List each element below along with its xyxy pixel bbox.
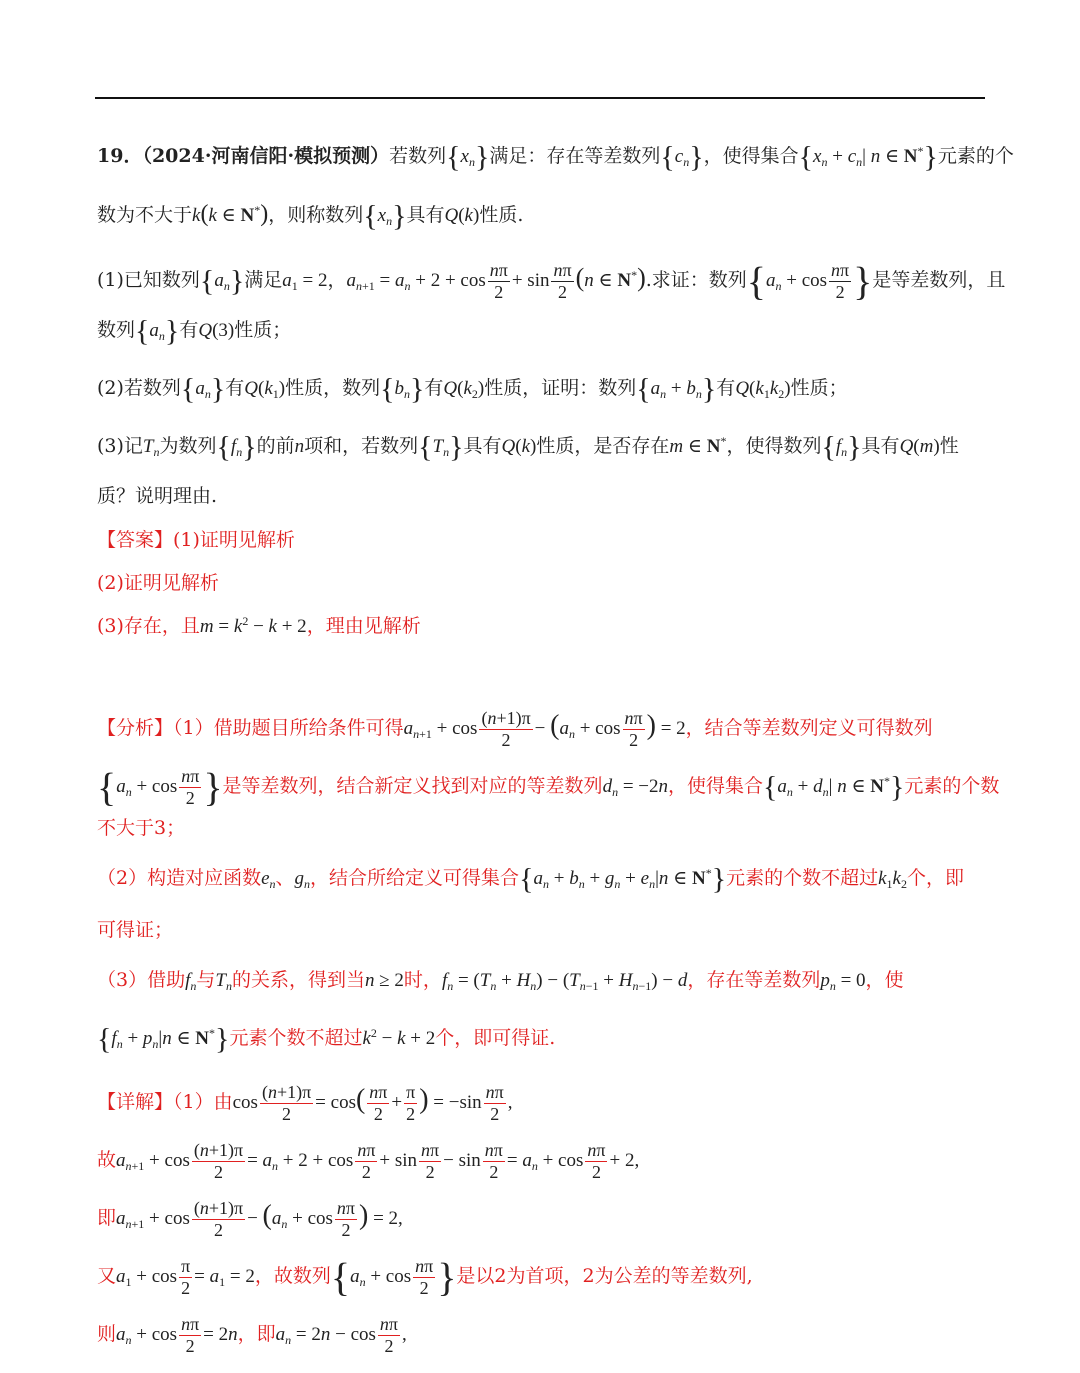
- answer-1: 【答案】(1)证明见解析: [97, 529, 295, 551]
- solution-line-1: 【详解】（1）由cos $\frac{(n+1)\pi}{2}$ = cos( $\frac{n\pi}{2}$ + $\frac{\pi}{2}$ ) = −sin $\frac{n\pi}{2}$ ,: [97, 1082, 513, 1124]
- analysis-line-7: {$f_n + p_n|n$ ∈ N*}元素个数不超过$k^2 - k + 2$个，即可得证.: [97, 1022, 556, 1056]
- solution-line-4: 又$a_1 + \cos$ $\frac{\pi}{2}$ = $a_1 = 2$，故数列{$a_n + \cos$ $\frac{n\pi}{2}$ }是以2为首项，2为公差的等差数列,: [97, 1254, 753, 1300]
- analysis-line-2: {$a_n + \cos$ $\frac{n\pi}{2}$ }是等差数列，结合新定义找到对应的等差数列$d_n = -2n$，使得集合{$a_n + d_n|$ n ∈ N*}元素的个数: [97, 764, 1000, 810]
- answer-tag: 【答案】: [97, 529, 174, 551]
- analysis-line-6: （3）借助$f_n$与$T_n$的关系，得到当n ≥ 2时，$f_n = (T_n + H_n) - (T_{n-1} + H_{n-1}) - d$，存在等差数列$p_n = 0$，使: [97, 969, 904, 993]
- solution-line-3: 即$a_{n+1} + \cos$ $\frac{(n+1)\pi}{2}$ − ($a_n + \cos$ $\frac{n\pi}{2}$ ) = 2,: [97, 1198, 403, 1240]
- problem-number: 19．: [97, 145, 143, 167]
- question-3-line-2: 质？说明理由.: [97, 485, 218, 507]
- answer-3: (3)存在，且$m = k^2 - k + 2$，理由见解析: [97, 614, 421, 637]
- analysis-line-4: （2）构造对应函数$e_n$、$g_n$，结合所给定义可得集合{$a_n + b_n + g_n + e_n|n$ ∈ N*}元素的个数不超过$k_1k_2$个，即: [97, 862, 964, 896]
- solution-tag: 【详解】: [97, 1090, 174, 1113]
- analysis-line-3: 不大于3；: [97, 817, 186, 839]
- question-1-line-2: 数列$\{a_n\}$有Q(3)性质；: [97, 314, 292, 348]
- question-3-line-1: (3)记$T_n$为数列$\{f_n\}$的前n项和，若数列$\{T_n\}$具有Q(k)性质，是否存在m ∈ N*，使得数列$\{f_n\}$具有Q(m)性: [97, 430, 959, 464]
- question-2: (2)若数列$\{a_n\}$有$Q(k_1)$性质，数列$\{b_n\}$有$Q(k_2)$性质，证明：数列$\{a_n + b_n\}$有$Q(k_1k_2)$性质；: [97, 372, 848, 406]
- solution-line-5: 则$a_n + \cos$ $\frac{n\pi}{2}$ = 2n，即$a_n = 2n - \cos$ $\frac{n\pi}{2}$ ,: [97, 1314, 407, 1356]
- problem-line-2: 数为不大于k(k ∈ N*)，则称数列$\{x_n\}$具有Q(k)性质.: [97, 199, 524, 233]
- analysis-line-1: 【分析】（1）借助题目所给条件可得$a_{n+1} + \cos$ $\frac{(n+1)\pi}{2}$ − ($a_n + \cos$ $\frac{n\pi}{2}$ ) = 2，结合等差数列定义可得数列: [97, 708, 933, 750]
- analysis-line-5: 可得证；: [97, 919, 174, 941]
- analysis-tag: 【分析】: [97, 716, 174, 739]
- problem-line-1: 19．（2024·河南信阳·模拟预测）若数列$\{x_n\}$满足：存在等差数列$\{c_n\}$，使得集合{$x_n + c_n|$ n ∈ N*}元素的个: [97, 140, 1014, 174]
- problem-source: （2024·河南信阳·模拟预测）: [142, 145, 390, 167]
- header-rule: [95, 97, 985, 99]
- solution-line-2: 故$a_{n+1} + \cos$ $\frac{(n+1)\pi}{2}$ = $a_n + 2 + \cos$ $\frac{n\pi}{2}$ + sin $\frac{n\pi}{2}$ − sin $\frac{n\pi}{2}$ = $a_n + \cos$ $\frac{n\pi}{2}$ + 2,: [97, 1140, 640, 1182]
- answer-2: (2)证明见解析: [97, 572, 219, 594]
- question-1-line-1: (1)已知数列$\{a_n\}$满足$a_1 = 2$，$a_{n+1} = a_n + 2 + \cos$ $\frac{n\pi}{2}$ + sin $\frac{n\pi}{2}$ (n ∈ N*).求证：数列{$a_n + \cos$ $\frac{n\pi}{2}$ }是等差数列，且: [97, 258, 1006, 304]
